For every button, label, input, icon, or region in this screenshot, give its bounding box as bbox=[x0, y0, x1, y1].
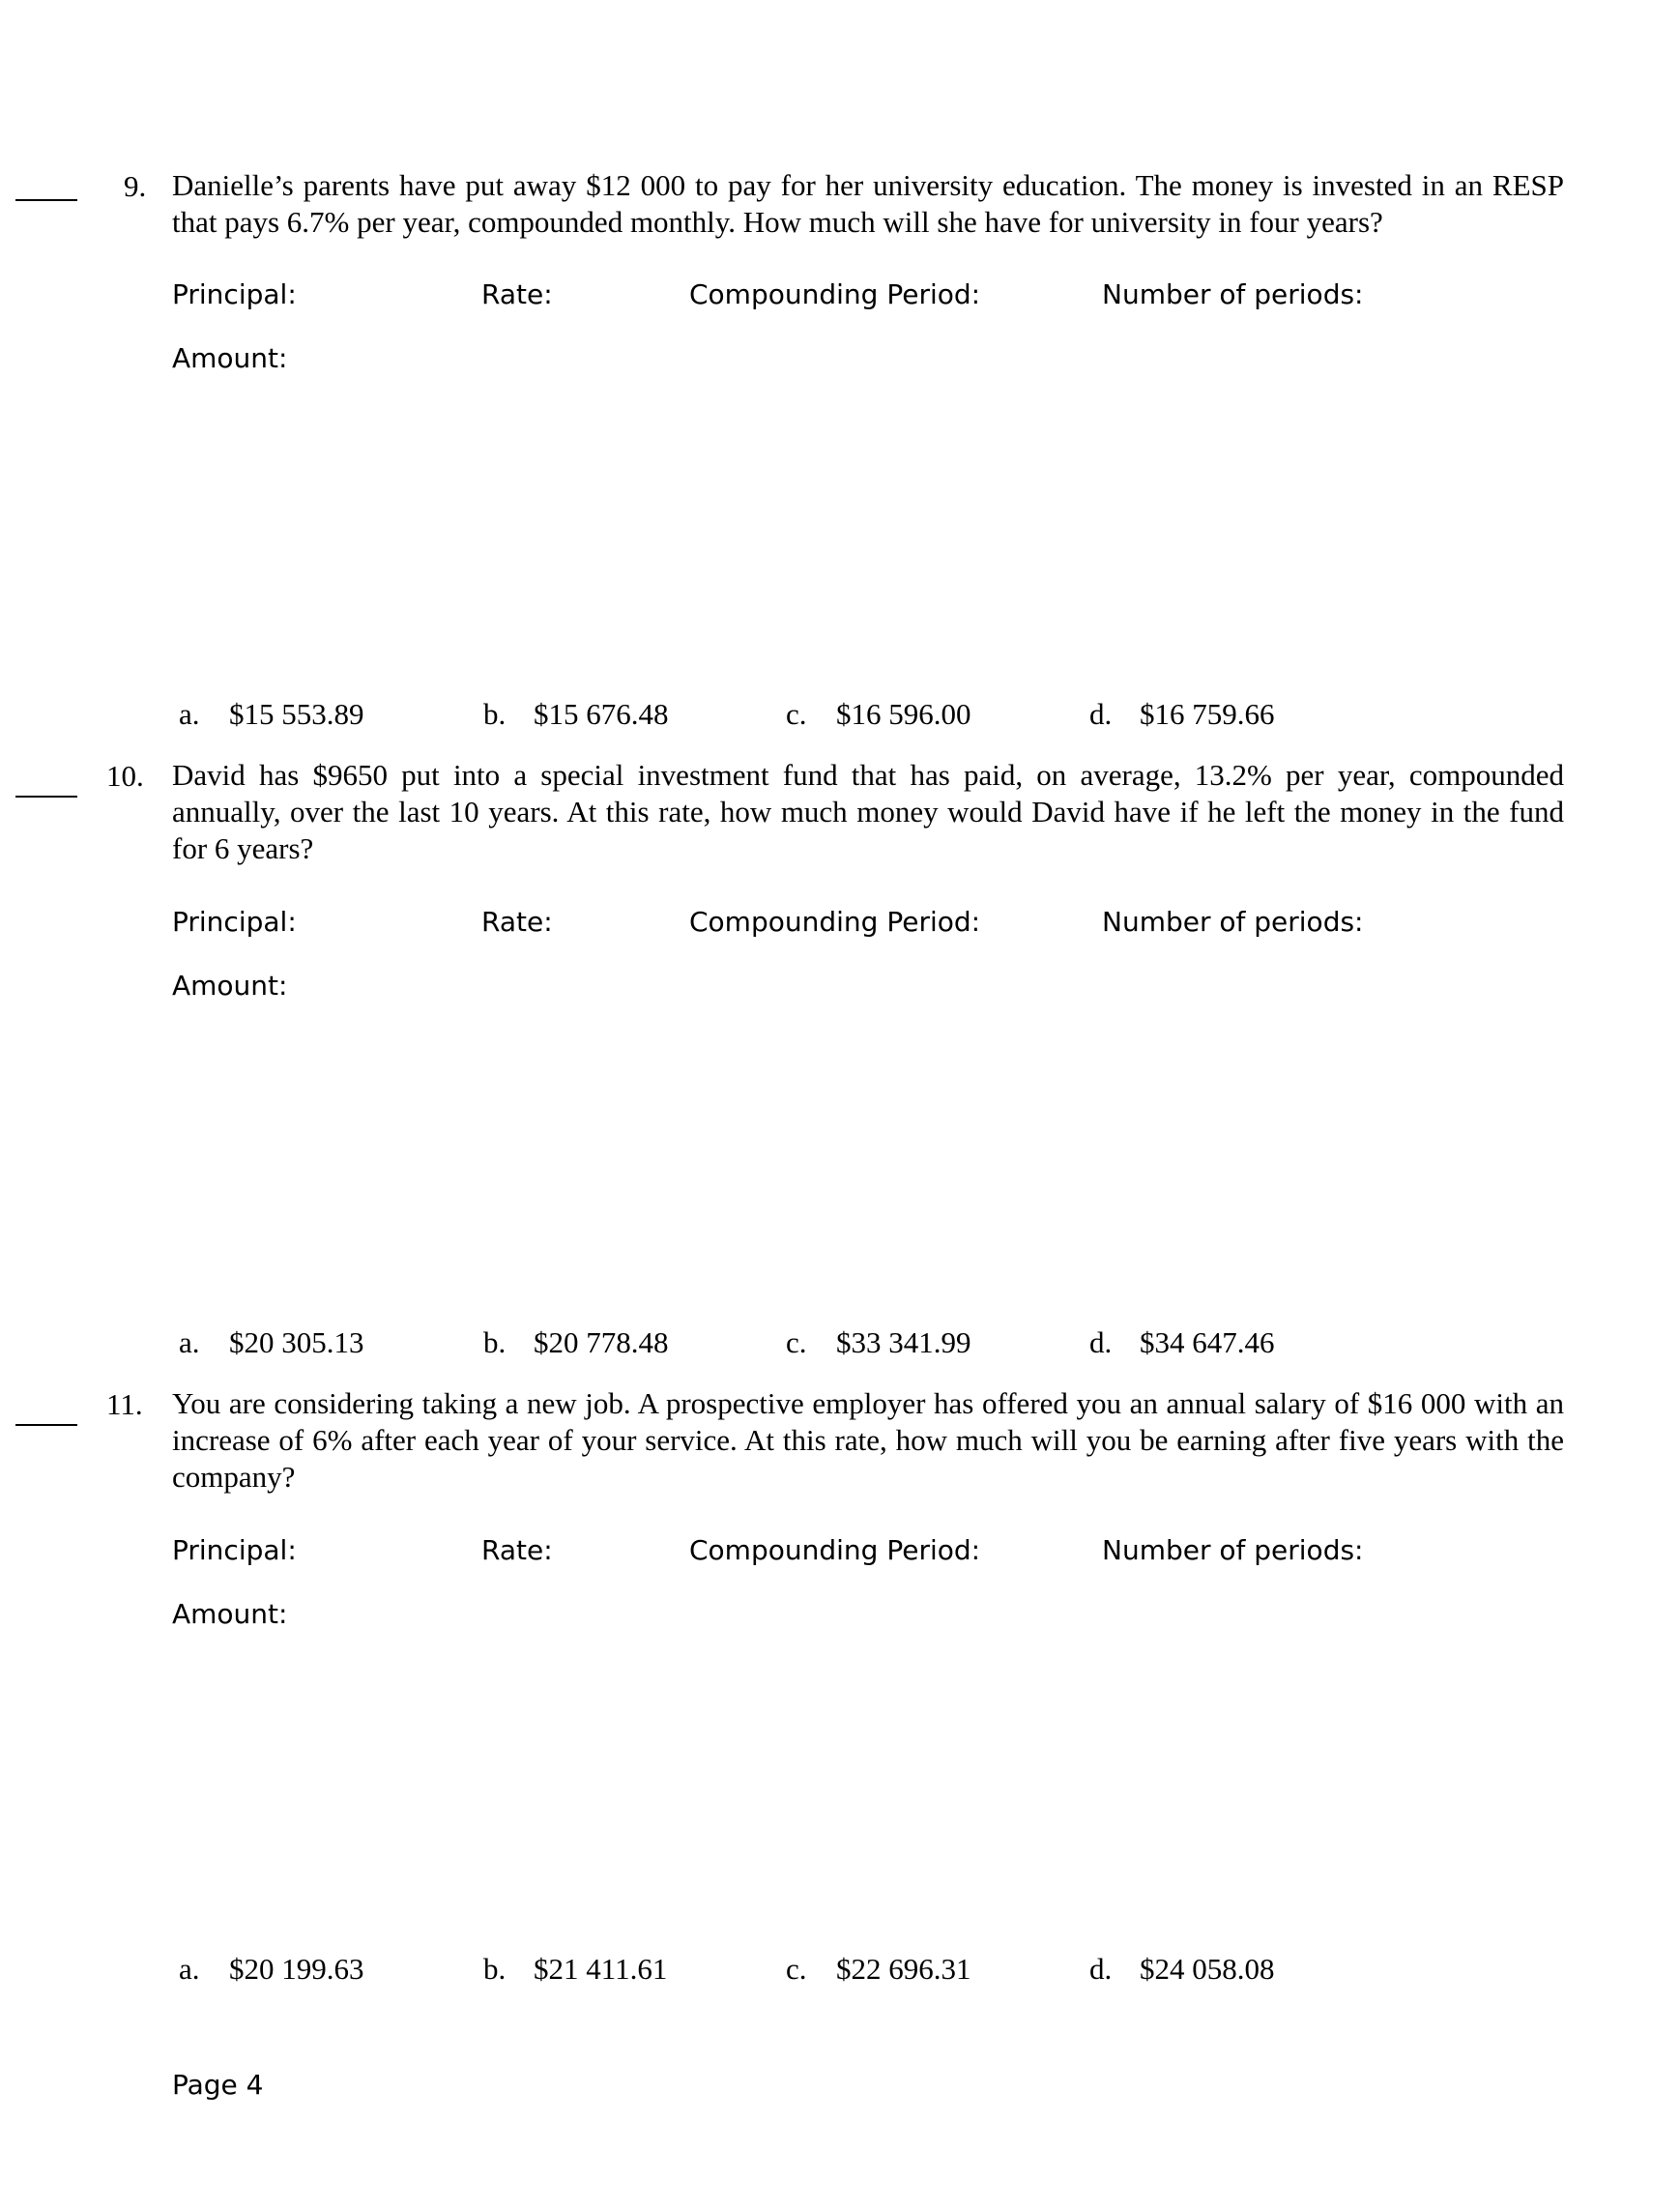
number-of-periods-label: Number of periods: bbox=[1102, 1534, 1364, 1566]
number-of-periods-label: Number of periods: bbox=[1102, 906, 1364, 938]
choice-letter: d. bbox=[1089, 697, 1113, 731]
question-text: You are considering taking a new job. A prospective employer has offered you an annual salary of $16 000 with an increase of 6% after each year of your service. At this rate, how much will you be earning after five years with the company? bbox=[172, 1386, 1564, 1494]
compounding-period-label: Compounding Period: bbox=[689, 906, 981, 938]
choice-letter: b. bbox=[483, 697, 507, 731]
compounding-period-label: Compounding Period: bbox=[689, 1534, 981, 1566]
choice-a bbox=[179, 1951, 364, 1988]
choice-b bbox=[483, 696, 669, 733]
question-number: 11. bbox=[106, 1387, 143, 1421]
choice-a bbox=[179, 1324, 364, 1361]
choice-d bbox=[1089, 1951, 1275, 1988]
compounding-period-label: Compounding Period: bbox=[689, 278, 981, 310]
choice-value: $33 341.99 bbox=[836, 1325, 971, 1359]
choice-value: $15 553.89 bbox=[229, 697, 364, 731]
choice-letter: b. bbox=[483, 1325, 507, 1359]
choice-letter: a. bbox=[179, 1325, 200, 1359]
answer-blank[interactable] bbox=[15, 1424, 77, 1426]
choice-d bbox=[1089, 696, 1275, 733]
choice-b bbox=[483, 1951, 667, 1988]
question-text: Danielle’s parents have put away $12 000 to pay for her university education. The money is invested in an RESP that pays 6.7% per year, compounded monthly. How much will she have for university in four years? bbox=[172, 168, 1564, 239]
choice-c bbox=[786, 696, 971, 733]
choice-letter: c. bbox=[786, 697, 807, 731]
principal-label: Principal: bbox=[172, 278, 297, 310]
question-text: David has $9650 put into a special investment fund that has paid, on average, 13.2% per year, compounded annually, over the last 10 years. At this rate, how much money would David have if he left the money in the fund for 6 years? bbox=[172, 758, 1564, 865]
choice-letter: a. bbox=[179, 1952, 200, 1986]
choice-a bbox=[179, 696, 364, 733]
choice-value: $34 647.46 bbox=[1140, 1325, 1275, 1359]
choice-c bbox=[786, 1951, 971, 1988]
amount-label: Amount: bbox=[172, 1598, 288, 1630]
choice-b bbox=[483, 1324, 669, 1361]
question-number: 9. bbox=[124, 169, 147, 203]
page-number: Page 4 bbox=[172, 2069, 264, 2101]
choice-letter: b. bbox=[483, 1952, 507, 1986]
choice-letter: d. bbox=[1089, 1952, 1113, 1986]
choice-d bbox=[1089, 1324, 1275, 1361]
choice-value: $20 305.13 bbox=[229, 1325, 364, 1359]
choice-value: $16 759.66 bbox=[1140, 697, 1275, 731]
principal-label: Principal: bbox=[172, 1534, 297, 1566]
choice-letter: a. bbox=[179, 697, 200, 731]
choice-value: $24 058.08 bbox=[1140, 1952, 1275, 1986]
answer-blank[interactable] bbox=[15, 796, 77, 798]
choice-value: $20 199.63 bbox=[229, 1952, 364, 1986]
answer-blank[interactable] bbox=[15, 199, 77, 201]
choice-letter: c. bbox=[786, 1952, 807, 1986]
choice-letter: c. bbox=[786, 1325, 807, 1359]
choice-value: $15 676.48 bbox=[534, 697, 669, 731]
amount-label: Amount: bbox=[172, 970, 288, 1002]
principal-label: Principal: bbox=[172, 906, 297, 938]
question-number: 10. bbox=[106, 759, 144, 793]
number-of-periods-label: Number of periods: bbox=[1102, 278, 1364, 310]
choice-value: $21 411.61 bbox=[534, 1952, 668, 1986]
amount-label: Amount: bbox=[172, 342, 288, 374]
choice-value: $22 696.31 bbox=[836, 1952, 971, 1986]
rate-label: Rate: bbox=[481, 278, 553, 310]
choice-letter: d. bbox=[1089, 1325, 1113, 1359]
choice-value: $20 778.48 bbox=[534, 1325, 669, 1359]
rate-label: Rate: bbox=[481, 906, 553, 938]
rate-label: Rate: bbox=[481, 1534, 553, 1566]
choice-c bbox=[786, 1324, 971, 1361]
choice-value: $16 596.00 bbox=[836, 697, 971, 731]
